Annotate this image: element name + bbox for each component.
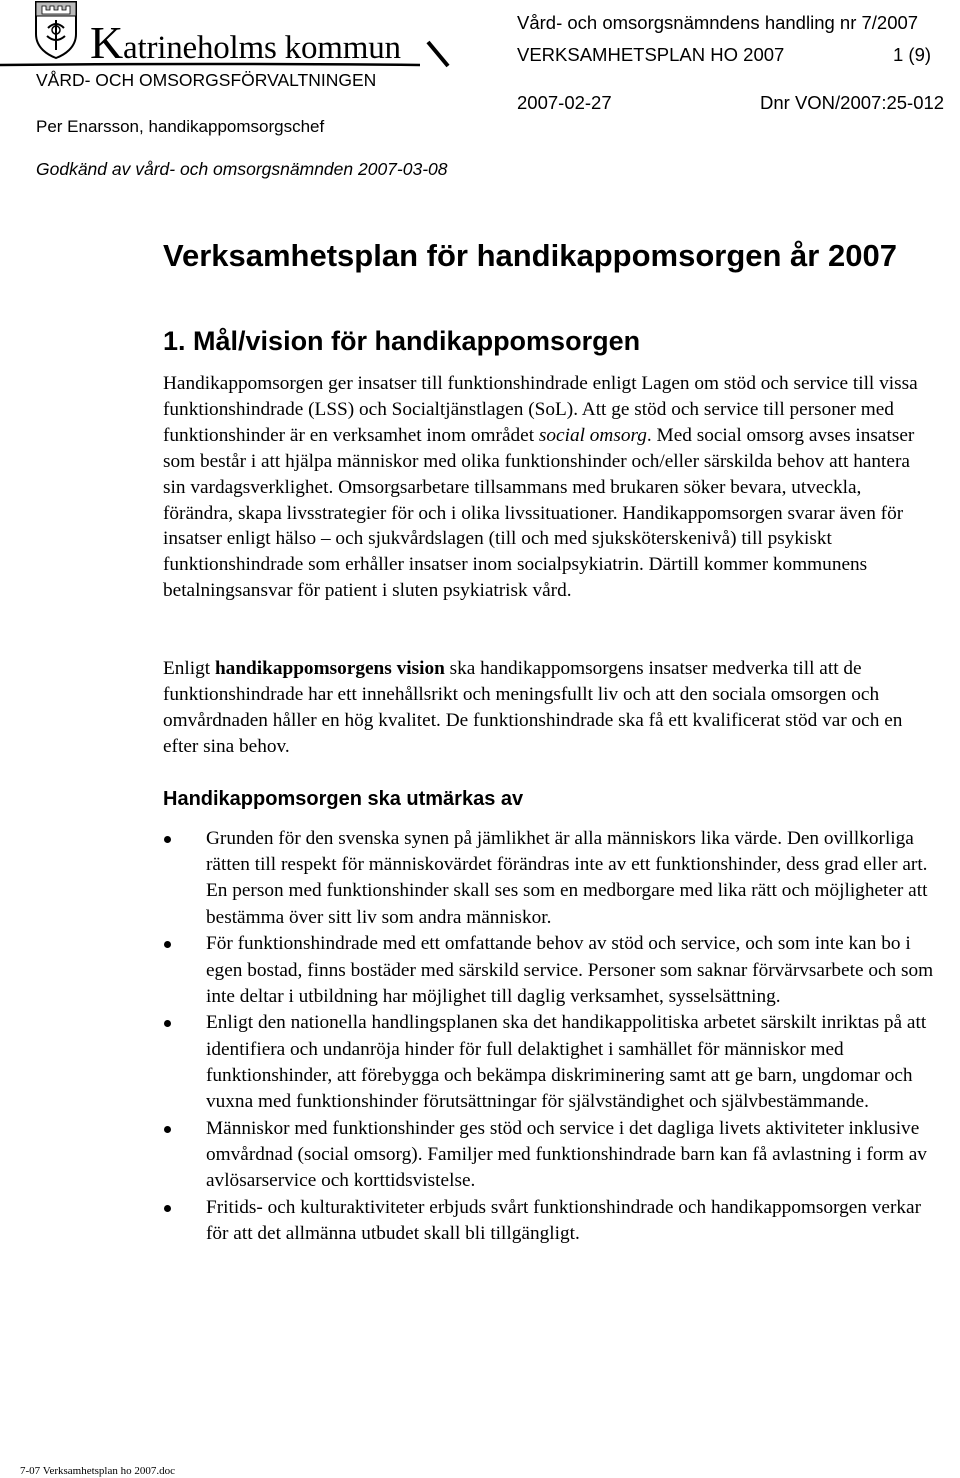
- logo-initial: K: [90, 17, 124, 68]
- bullet-icon: [164, 1205, 171, 1212]
- paragraph-text: Handikappomsorgen ger insatser till funktionshindrade enligt Lagen om stöd och service till vissa funktionshindrade (LSS) och Socialtjänstlagen (SoL). Att ge stöd och service till personer med funktionshinder är en verksamhet inom området: [163, 373, 918, 446]
- bullet-icon: [164, 1126, 171, 1133]
- list-item: [163, 1116, 938, 1195]
- document-date: 2007-02-27: [517, 92, 612, 113]
- list-item: [163, 1010, 938, 1115]
- paragraph-text: Enligt: [163, 658, 215, 679]
- paragraph-italic-term: social omsorg: [538, 424, 647, 446]
- page-number: 1 (9): [893, 44, 932, 65]
- list-item-text: Enligt den nationella handlingsplanen ska det handikappolitiska arbetet särskilt inriktas på att identifiera och undanröja hinder för full delaktighet i samhället för människor med funktionshinder, att förebygga och bekämpa diskriminering samt att ge barn, ungdomar och vuxna med funktionshinder förutsättningar för självständighet och självbestämmande.: [206, 1012, 927, 1113]
- diary-number: Dnr VON/2007:25-012: [760, 92, 945, 113]
- bullet-icon: [164, 1020, 171, 1027]
- author: Per Enarsson, handikappomsorgschef: [36, 117, 325, 136]
- list-item: [163, 1195, 938, 1247]
- bullet-icon: [164, 836, 171, 843]
- list-item-text: Människor med funktionshinder ges stöd och service i det dagliga livets aktiviteter inklusive omvårdnad (social omsorg). Familjer med funktionshindrade barn kan få avlastning i form av avlösarservice och korttidsvistelse.: [206, 1117, 927, 1192]
- list-item: [163, 931, 938, 1010]
- bullet-icon: [164, 941, 171, 948]
- list-item-text: För funktionshindrade med ett omfattande behov av stöd och service, och som inte kan bo i egen bostad, finns bostäder med särskild service. Personer som saknar förvärvsarbete och som inte deltar i utbildning har möjlighet till daglig verksamhet, sysselsättning.: [206, 933, 934, 1007]
- bullet-list: [163, 826, 938, 1248]
- logo-rest: atrineholms kommun: [123, 30, 401, 66]
- document-title: Verksamhetsplan för handikappomsorgen år 2007: [163, 238, 897, 273]
- approval-note: Godkänd av vård- och omsorgsnämnden 2007-03-08: [36, 159, 448, 179]
- section-heading: 1. Mål/vision för handikappomsorgen: [163, 326, 641, 356]
- list-item-text: Fritids- och kulturaktiviteter erbjuds svårt funktionshindrade och handikappomsorgen verkar för att det allmänna utbudet skall bli tillgängligt.: [206, 1196, 922, 1245]
- paragraph-vision: [163, 656, 935, 760]
- paragraph-text: ska handikappomsorgens insatser medverka till att de funktionshindrade har ett innehållsrikt och meningsfullt liv och att den sociala omsorgen och omvårdnaden håller en hög kvalitet. De funktionshindrade ska få ett kvalificerat stöd var och en efter sina behov.: [163, 658, 903, 757]
- list-item-text: Grunden för den svenska synen på jämlikhet är alla människors lika värde. Den ovillkorliga rätten till respekt för människovärdet förändras inte av ett funktionshinder, dess grad eller art. En person med funktionshinder skall ses som en medborgare med lika rätt och möjligheter att bestämma över sitt liv som andra människor.: [206, 828, 928, 928]
- paragraph-text: . Med social omsorg avses insatser som består i att hjälpa människor med olika funktionshinder och/eller särskilda behov att hantera sin vardagsverklighet. Omsorgsarbetare tillsammans med brukaren söker bevara, utveckla, förändra, skapa livsstrategier för och i olika livssituationer. Handikappomsorgen svarar även för insatser enligt hälso – och sjukvårdslagen (till och med sjuksköterskenivå) till psykiskt funktionshindrade som erhåller insatser inom socialpsykiatrin. Därtill kommer kommunens betalningsansvar för patient i sluten psykiatrisk vård.: [163, 424, 915, 602]
- sub-heading: Handikappomsorgen ska utmärkas av: [163, 788, 524, 810]
- department-name: VÅRD- OCH OMSORGSFÖRVALTNINGEN: [36, 70, 377, 90]
- list-item: [163, 826, 938, 931]
- paragraph-goal: [163, 371, 935, 604]
- logo-swoosh-icon: [0, 40, 460, 70]
- handling-reference: Vård- och omsorgsnämndens handling nr 7/2007: [517, 12, 919, 33]
- footer-filename: 7-07 Verksamhetsplan ho 2007.doc: [20, 1465, 175, 1477]
- paragraph-bold-term: handikappomsorgens vision: [214, 658, 445, 679]
- plan-name: VERKSAMHETSPLAN HO 2007: [517, 44, 785, 65]
